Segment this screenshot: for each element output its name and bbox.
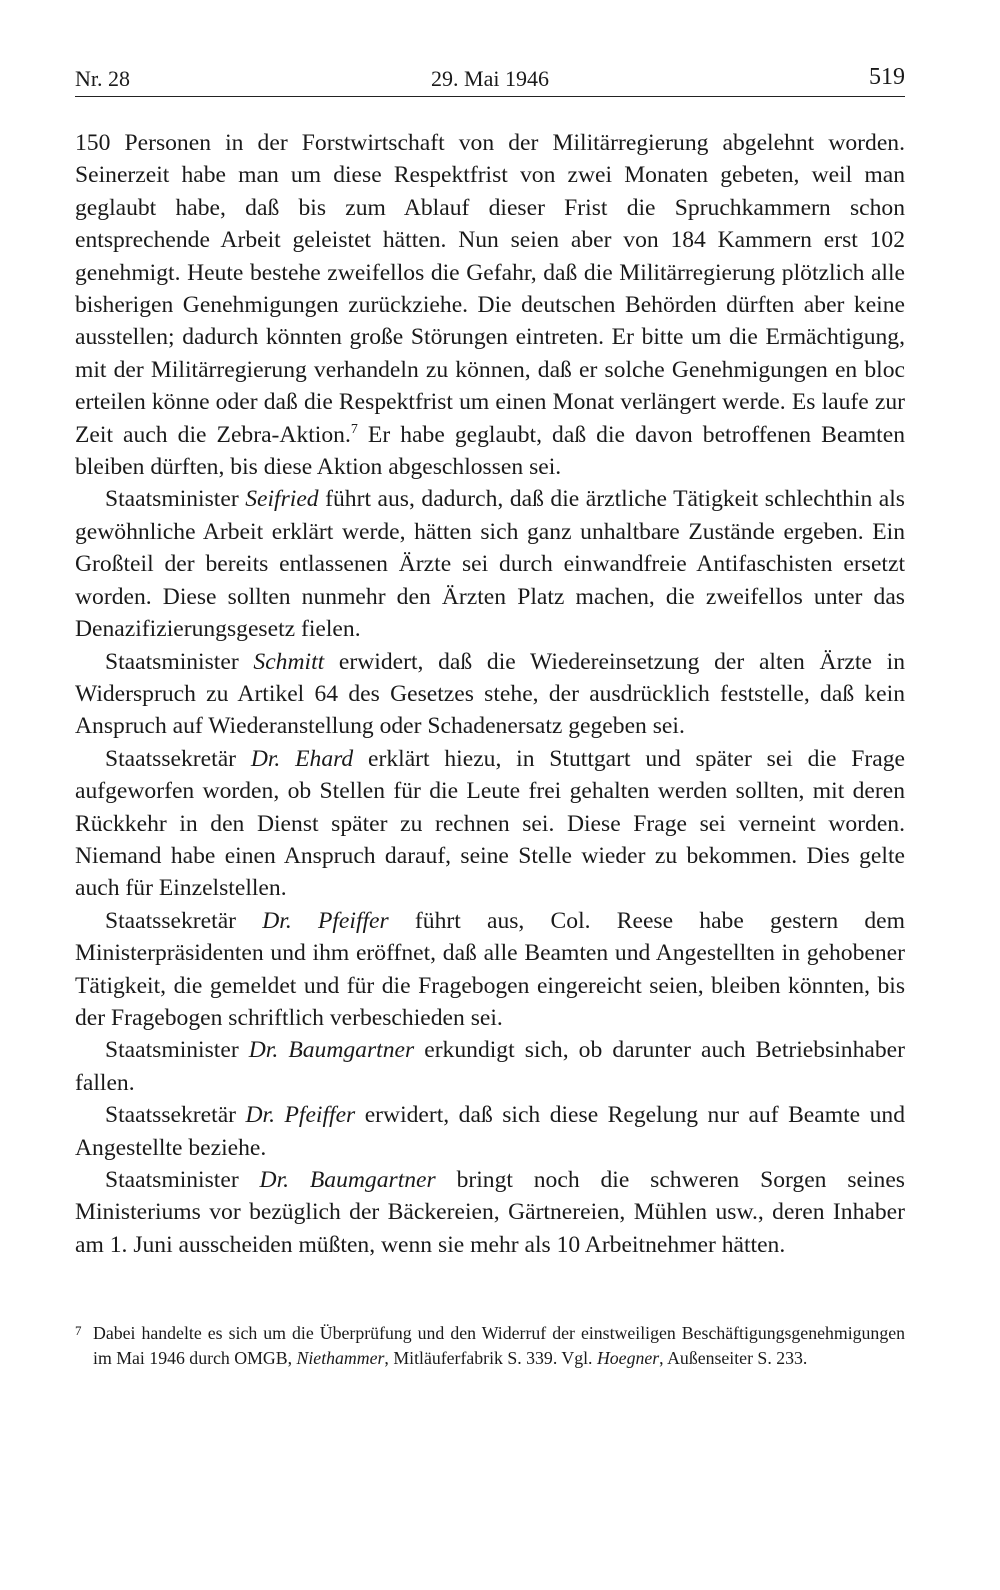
- text-run: erkundigt sich, ob darunter auch Betriebsinhaber fallen.: [75, 1037, 905, 1096]
- footnote-text: [93, 1323, 905, 1368]
- paragraph: [75, 743, 905, 905]
- text-run: 150 Personen in der Forstwirtschaft von der Militärregierung abgelehnt worden. Seinerzeit habe man um diese Respektfrist von zwei Monaten gebeten, weil man geglaubt habe, daß bis zum Ablauf dieser Frist die Spruchkammern schon entsprechende Arbeit geleistet hätten. Nun seien aber von 184 Kammern erst 102 genehmigt. Heute bestehe zweifellos die Gefahr, daß die Militärregierung plötzlich alle bisherigen Genehmigungen zurückziehe. Die deutschen Behörden dürften aber keine ausstellen; dadurch könnten große Störungen eintreten. Er bitte um die Ermächtigung, mit der Militärregierung verhandeln zu können, daß er solche Genehmigungen en bloc erteilen könne oder daß die Respektfrist um einen Monat verlängert werde. Es laufe zur Zeit auch die Zebra-Aktion.: [75, 130, 905, 448]
- text-run: Dabei handelte es sich um die Überprüfung und den Widerruf der einstweiligen Beschäftigungsgenehmigungen im Mai 1946 durch OMGB,: [93, 1323, 905, 1369]
- text-run: Er habe geglaubt, daß die davon betroffenen Beamten bleiben dürften, bis diese Aktion abgeschlossen sei.: [75, 421, 906, 481]
- text-run: Staatsminister: [105, 648, 254, 675]
- footnote-reference: 7: [350, 421, 358, 437]
- session-date: 29. Mai 1946: [431, 66, 549, 91]
- paragraph: [75, 1099, 905, 1164]
- footnote-section: [75, 1321, 905, 1371]
- paragraph: [75, 127, 905, 483]
- paragraph: [75, 646, 905, 743]
- text-run: , Außenseiter S. 233.: [659, 1348, 808, 1369]
- speaker-name: Schmitt: [253, 648, 325, 675]
- issue-number: Nr. 28: [75, 66, 130, 91]
- speaker-name: Dr. Baumgartner: [259, 1167, 436, 1193]
- text-run: erwidert, daß sich diese Regelung nur auf Beamte und Angestellte beziehe.: [75, 1102, 905, 1161]
- page-number: 519: [869, 64, 905, 90]
- speaker-name: Dr. Pfeiffer: [245, 1102, 356, 1129]
- text-run: erklärt hiezu, in Stuttgart und später sei die Frage aufgeworfen worden, ob Stellen für die Leute frei gehalten werden sollten, mit deren Rückkehr in den Dienst später zu rechnen sei. Diese Frage sei verneint worden. Niemand habe einen Anspruch darauf, seine Stelle wieder zu bekommen. Dies gelte auch für Einzelstellen.: [75, 745, 905, 902]
- text-run: Staatssekretär: [105, 745, 251, 772]
- running-head: [75, 62, 905, 97]
- text-run: Staatsminister: [105, 1167, 260, 1193]
- body-text: [75, 127, 905, 1261]
- speaker-name: Dr. Pfeiffer: [262, 907, 389, 934]
- text-run: führt aus, dadurch, daß die ärztliche Tätigkeit schlechthin als gewöhnliche Arbeit erklärt werde, hätten sich ganz unhaltbare Zustände ergeben. Ein Großteil der bereits entlassenen Ärzte sei durch einwandfreie Antifaschisten ersetzt worden. Diese sollten nunmehr den Ärzten Platz machen, die zweifellos unter das Denazifizierungsgesetz fielen.: [75, 486, 905, 643]
- paragraph: [75, 483, 905, 645]
- text-run: Staatssekretär: [105, 1102, 246, 1129]
- speaker-name: Hoegner: [596, 1348, 660, 1369]
- paragraph: [75, 1164, 905, 1261]
- text-run: Staatsminister: [105, 1037, 249, 1064]
- speaker-name: Seifried: [245, 486, 319, 513]
- text-run: führt aus, Col. Reese habe gestern dem Ministerpräsidenten und ihm eröffnet, daß alle Beamten und Angestellten in gehobener Tätigkeit, die gemeldet und für die Fragebogen eingereicht seien, bleiben könnten, bis der Fragebogen schriftlich verbeschieden sei.: [75, 907, 905, 1031]
- text-run: erwidert, daß die Wiedereinsetzung der alten Ärzte in Widerspruch zu Artikel 64 des Gesetzes stehe, der ausdrücklich feststelle, daß kein Anspruch auf Wiederanstellung oder Schadenersatz gegeben sei.: [75, 648, 905, 740]
- text-run: Staatsminister: [105, 486, 246, 513]
- speaker-name: Dr. Ehard: [250, 745, 354, 772]
- footnote-mark: 7: [75, 1323, 82, 1339]
- text-run: , Mitläuferfabrik S. 339. Vgl.: [384, 1348, 597, 1369]
- text-run: Staatssekretär: [105, 907, 263, 934]
- document-page: [75, 62, 905, 1371]
- text-run: bringt noch die schweren Sorgen seines Ministeriums vor bezüglich der Bäckereien, Gärtnereien, Mühlen usw., deren Inhaber am 1. Juni ausscheiden müßten, wenn sie mehr als 10 Arbeitnehmer hätten.: [75, 1167, 905, 1258]
- speaker-name: Niethammer: [296, 1348, 385, 1369]
- paragraph: [75, 1034, 905, 1099]
- paragraph: [75, 905, 905, 1035]
- speaker-name: Dr. Baumgartner: [248, 1037, 415, 1064]
